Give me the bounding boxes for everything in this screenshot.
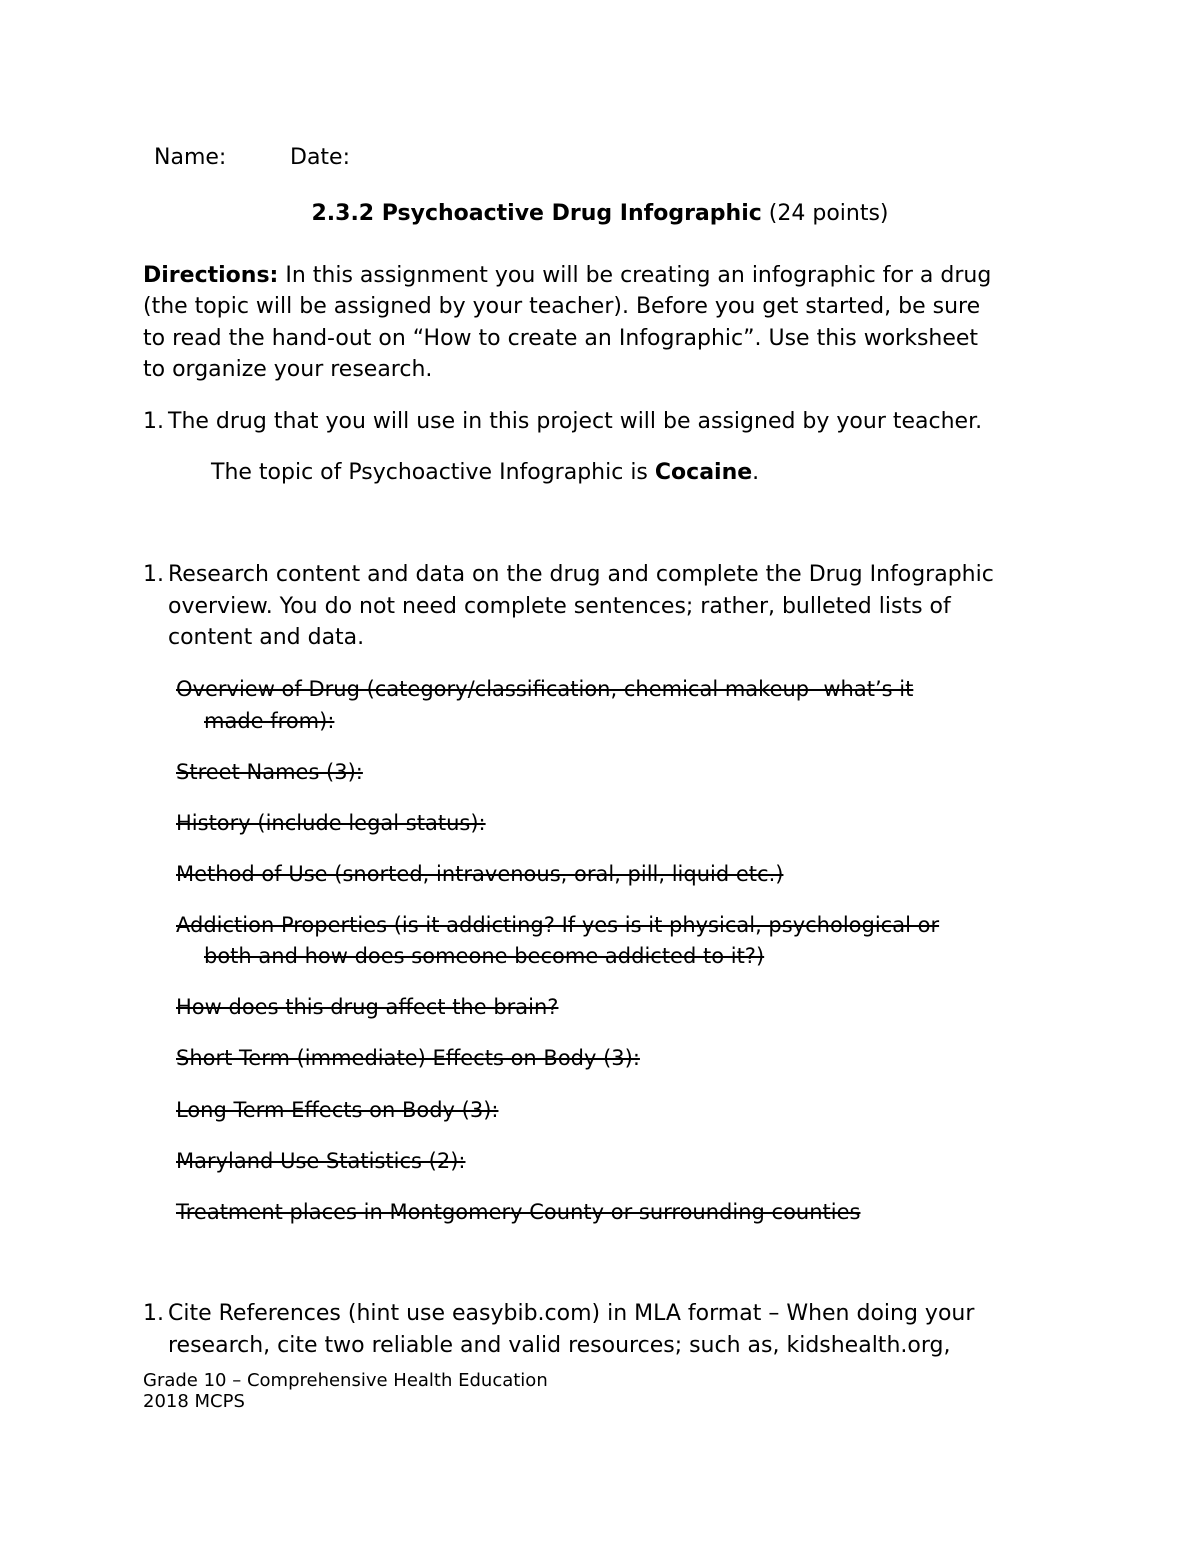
page-title [0, 201, 1200, 226]
date-label: Date: [290, 145, 350, 170]
section-method-of-use: Method of Use (snorted, intravenous, oral, pill, liquid etc.) [176, 862, 784, 886]
footer-line-1: Grade 10 – Comprehensive Health Education [143, 1370, 548, 1391]
item-2-line-2: overview. You do not need complete sentences; rather, bulleted lists of [168, 594, 951, 619]
section-maryland: Maryland Use Statistics (2): [176, 1149, 466, 1173]
section-street-names: Street Names (3): [176, 760, 363, 784]
topic-prefix: The topic of Psychoactive Infographic is [211, 460, 655, 485]
title-points: (24 points) [768, 201, 889, 226]
section-overview-line-1: Overview of Drug (category/classification, chemical makeup- what’s it [176, 677, 914, 701]
topic-drug: Cocaine [654, 460, 753, 485]
directions-line-3: to read the hand-out on “How to create an Infographic”. Use this worksheet [143, 326, 979, 351]
section-long-term: Long Term Effects on Body (3): [176, 1098, 499, 1122]
directions-label: Directions: [143, 263, 279, 288]
section-treatment: Treatment places in Montgomery County or surrounding counties [176, 1200, 861, 1224]
item-3-number: 1. [143, 1301, 164, 1326]
section-addiction-line-1: Addiction Properties (is it addicting? If yes is it physical, psychological or [176, 913, 940, 937]
item-1-number: 1. [143, 409, 164, 434]
directions-text-1: In this assignment you will be creating an infographic for a drug [278, 263, 992, 288]
topic-suffix: . [752, 460, 760, 485]
section-addiction-line-2: both and how does someone become addicted to it?) [204, 944, 765, 968]
title-main: 2.3.2 Psychoactive Drug Infographic [311, 201, 762, 226]
section-short-term: Short Term (immediate) Effects on Body (3): [176, 1046, 640, 1070]
item-2-line-3: content and data. [168, 625, 365, 650]
topic-line [211, 460, 759, 485]
directions-line-1 [143, 263, 991, 288]
name-label: Name: [154, 145, 227, 170]
item-3-line-1: Cite References (hint use easybib.com) in MLA format – When doing your [168, 1301, 975, 1326]
section-overview-line-2: made from): [204, 709, 335, 733]
item-2-line-1: Research content and data on the drug and complete the Drug Infographic [168, 562, 994, 587]
section-history: History (include legal status): [176, 811, 486, 835]
section-brain: How does this drug affect the brain? [176, 995, 559, 1019]
item-1-text: The drug that you will use in this project will be assigned by your teacher. [168, 409, 983, 434]
directions-line-4: to organize your research. [143, 357, 433, 382]
item-2-number: 1. [143, 562, 164, 587]
item-3-line-2: research, cite two reliable and valid resources; such as, kidshealth.org, [168, 1333, 951, 1358]
footer-line-2: 2018 MCPS [143, 1391, 245, 1412]
directions-line-2: (the topic will be assigned by your teacher). Before you get started, be sure [143, 294, 981, 319]
